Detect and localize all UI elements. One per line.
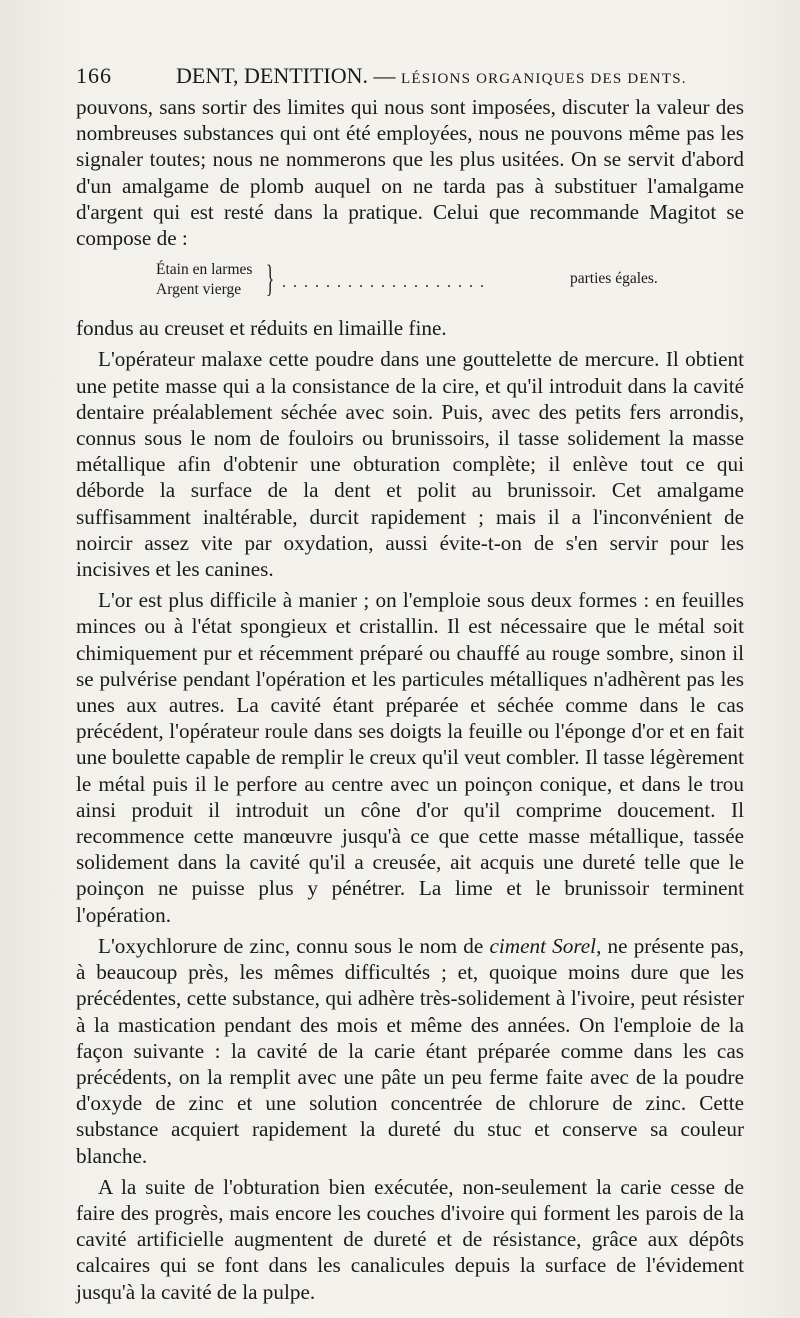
paragraph-oxychlorure	[76, 933, 744, 1169]
running-header	[76, 60, 756, 92]
sorel-term: ciment Sorel	[489, 933, 597, 958]
sorel-text-before: L'oxychlorure de zinc, connu sous le nom de	[98, 933, 490, 958]
formula-ingredients	[156, 260, 252, 300]
sorel-text-after: , ne présente pas, à beaucoup près, les mêmes difficultés ; et, quoique moins dure que les précédentes, cette substance, qui adhère très-solidement à l'ivoire, peut résister à la mastication pendant des mois et même des années. On l'emploie de la façon suivante : la cavité de la carie étant préparée comme dans les cas précédents, on la remplit avec une pâte un peu ferme faite avec de la poudre d'oxyde de zinc et une solution concentrée de chlorure de zinc. Cette substance acquiert rapidement la dureté du stuc et conserve sa couleur blanche.	[76, 933, 745, 1168]
paragraph-operateur: L'opérateur malaxe cette poudre dans une gouttelette de mercure. Il obtient une petite masse qui a la consistance de la cire, et qu'il introduit dans la cavité dentaire préalablement séchée avec soin. Puis, avec des petits fers arrondis, connus sous le nom de fouloirs ou brunissoirs, il tasse solidement la masse métallique afin d'obtenir une obturation complète; il enlève tout ce qui déborde la surface de la dent et polit au brunissoir. Cet amalgame suffisamment inaltérable, durcit rapidement ; mais il a l'inconvénient de noircir assez vite par oxydation, aussi évite-t-on de s'en servir pour les incisives et les canines.	[76, 347, 744, 582]
paragraph-continued: pouvons, sans sortir des limites qui nous sont imposées, discuter la valeur des nombreuses substances qui ont été employées, nous ne pouvons même pas les signaler toutes; nous ne nommerons que les plus usitées. On se servit d'abord d'un amalgame de plomb auquel on ne tarda pas à substituer l'amalgame d'argent qui est resté dans la pratique. Celui que recommande Magitot se compose de :	[76, 95, 744, 251]
header-separator: —	[373, 63, 396, 88]
ingredient-silver: Argent vierge	[156, 281, 242, 299]
paragraph-obturation: A la suite de l'obturation bien exécutée, non-seulement la carie cesse de faire des progrès, mais encore les couches d'ivoire qui forment les parois de la cavité artificielle augmentent de dureté et de résistance, grâce aux dépôts calcaires qui se font dans les canalicules depuis la surface de l'évidement jusqu'à la cavité de la pulpe.	[76, 1174, 744, 1304]
paragraph-or: L'or est plus difficile à manier ; on l'emploie sous deux formes : en feuilles minces ou à l'état spongieux et cristallin. Il est nécessaire que le métal soit chimiquement pur et récemment préparé ou chauffé au rouge sombre, sinon il se pulvérise pendant l'opération et les particules métalliques n'adhèrent pas les unes aux autres. La cavité étant préparée et séchée comme dans le cas précédent, l'opérateur roule dans ses doigts la feuille ou l'éponge d'or et en fait une boulette capable de remplir le creux qu'il veut combler. Il tasse légèrement le métal puis il le perfore au centre avec un poinçon conique, et dans le trou ainsi produit il introduit un cône d'or qu'il comprime doucement. Il recommence cette manœuvre jusqu'à ce que cette masse métallique, tassée solidement dans la cavité qu'il a creusée, ait acquis une dureté telle que le poinçon ne puisse plus y pénétrer. La lime et le brunissoir terminent l'opération.	[76, 588, 744, 927]
formula-result: parties égales.	[570, 270, 658, 288]
page-number: 166	[76, 63, 112, 88]
ingredient-tin: Étain en larmes	[156, 261, 253, 279]
header-title: DENT, DENTITION.	[176, 63, 369, 88]
amalgam-formula	[76, 257, 744, 309]
header-section: LÉSIONS ORGANIQUES DES DENTS.	[401, 71, 687, 87]
paragraph-fondus: fondus au creuset et réduits en limaille fine.	[76, 316, 447, 341]
leader-dots: ...................	[282, 274, 491, 292]
running-title	[176, 60, 687, 95]
page-body	[76, 94, 744, 1305]
brace-glyph: }	[266, 258, 275, 301]
